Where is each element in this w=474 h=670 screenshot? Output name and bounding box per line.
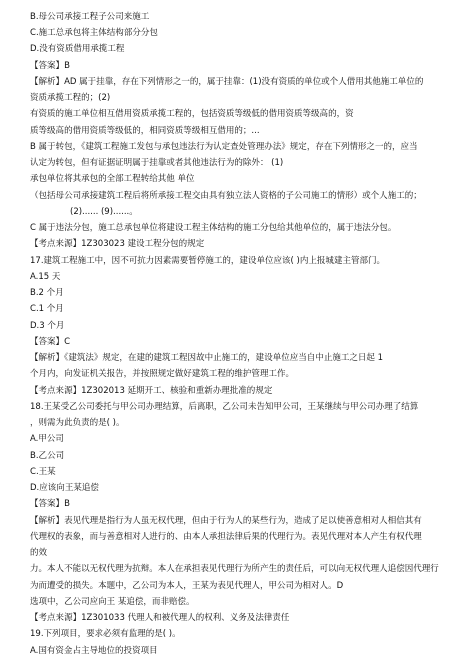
option-a: A.国有资金占主导地位的投资项目: [30, 646, 158, 656]
source-reference: 【考点来源】1Z303023 建设工程分包的规定: [30, 239, 205, 249]
option-c: C.1 个月: [30, 304, 64, 314]
analysis-text: 【解析】《建筑法》规定，在建的建筑工程因故中止施工的，建设单位应当自中止施工之日起 1: [30, 353, 384, 363]
option-c: C.王某: [30, 467, 56, 477]
option-d: D.没有资质借用承揽工程: [30, 44, 125, 54]
analysis-text: 认定为转包，但有证据证明属于挂靠或者其他违法行为的除外： (1): [30, 158, 284, 168]
analysis-text: 个月内，向发证机关报告，并按照规定做好建筑工程的维护管理工作。: [30, 369, 295, 379]
answer-label: 【答案】B: [30, 61, 70, 71]
analysis-text: 的效: [30, 548, 48, 558]
analysis-text: 【解析】表见代理是指行为人虽无权代理，但由于行为人的某些行为，造成了足以使善意相对人相信其有: [30, 516, 422, 526]
analysis-text: (2)...... (9)......。: [70, 207, 138, 217]
option-b: B.乙公司: [30, 451, 65, 461]
analysis-text: 代理权的表象，而与善意相对人进行的、由本人承担法律后果的代理行为。表见代理对本人产生有权代理: [30, 532, 422, 542]
analysis-text: 资质承揽工程的；(2): [30, 93, 111, 103]
analysis-text: C 属于违法分包，施工总承包单位将建设工程主体结构的施工分包给其他单位的，属于违法分包。: [30, 223, 397, 233]
option-d: D.应该向王某追偿: [30, 483, 99, 493]
option-b: B.2 个月: [30, 288, 64, 298]
source-reference: 【考点来源】1Z302013 延期开工、核验和重新办理批准的规定: [30, 386, 273, 396]
question-text: 19.下列项目，要求必须有监理的是( )。: [30, 629, 181, 639]
analysis-text: 承包单位将其承包的全部工程转给其他 单位: [30, 174, 195, 184]
source-reference: 【考点来源】1Z301033 代理人和被代理人的权利、义务及法律责任: [30, 613, 290, 623]
option-a: A.甲公司: [30, 434, 64, 444]
option-a: A.15 天: [30, 272, 61, 282]
option-b: B.母公司承接工程子公司来施工: [30, 12, 150, 22]
question-text: ，则需为此负责的是( )。: [30, 418, 125, 428]
option-c: C.施工总承包将主体结构部分分包: [30, 28, 158, 38]
analysis-text: B 属于转包，《建筑工程施工发包与承包违法行为认定查处管理办法》规定，存在下列情形之一的，应当: [30, 142, 418, 152]
analysis-text: 为而遭受的损失。本题中，乙公司为本人，王某为表见代理人，甲公司为相对人。D: [30, 581, 344, 591]
analysis-text: 力。本人不能以无权代理为抗辩。本人在承担表见代理行为所产生的责任后，可以向无权代理人追偿因代理行: [30, 564, 439, 574]
analysis-text: 选项中，乙公司应向王 某追偿，而非赔偿。: [30, 597, 195, 607]
analysis-text: 【解析】AD 属于挂靠，存在下列情形之一的，属于挂靠：(1)没有资质的单位或个人借用其他施工单位的: [30, 77, 424, 87]
analysis-text: （包括母公司承接建筑工程后将所承接工程交由具有独立法人资格的子公司施工的情形）或个人施工的；: [30, 191, 422, 201]
analysis-text: 有资质的施工单位相互借用资质承揽工程的，包括资质等级低的借用资质等级高的，资: [30, 109, 354, 119]
question-text: 17.建筑工程施工中，因不可抗力因素需要暂停施工的，建设单位应该( )内上报城建主管部门。: [30, 256, 386, 266]
answer-label: 【答案】C: [30, 337, 71, 347]
option-d: D.3 个月: [30, 321, 65, 331]
analysis-text: 质等级高的借用资质等级低的，相同资质等级相互借用的；...: [30, 126, 260, 136]
question-text: 18.王某受乙公司委托与甲公司办理结算，后离职，乙公司未告知甲公司，王某继续与甲公司办理了结算: [30, 402, 419, 412]
answer-label: 【答案】B: [30, 499, 70, 509]
